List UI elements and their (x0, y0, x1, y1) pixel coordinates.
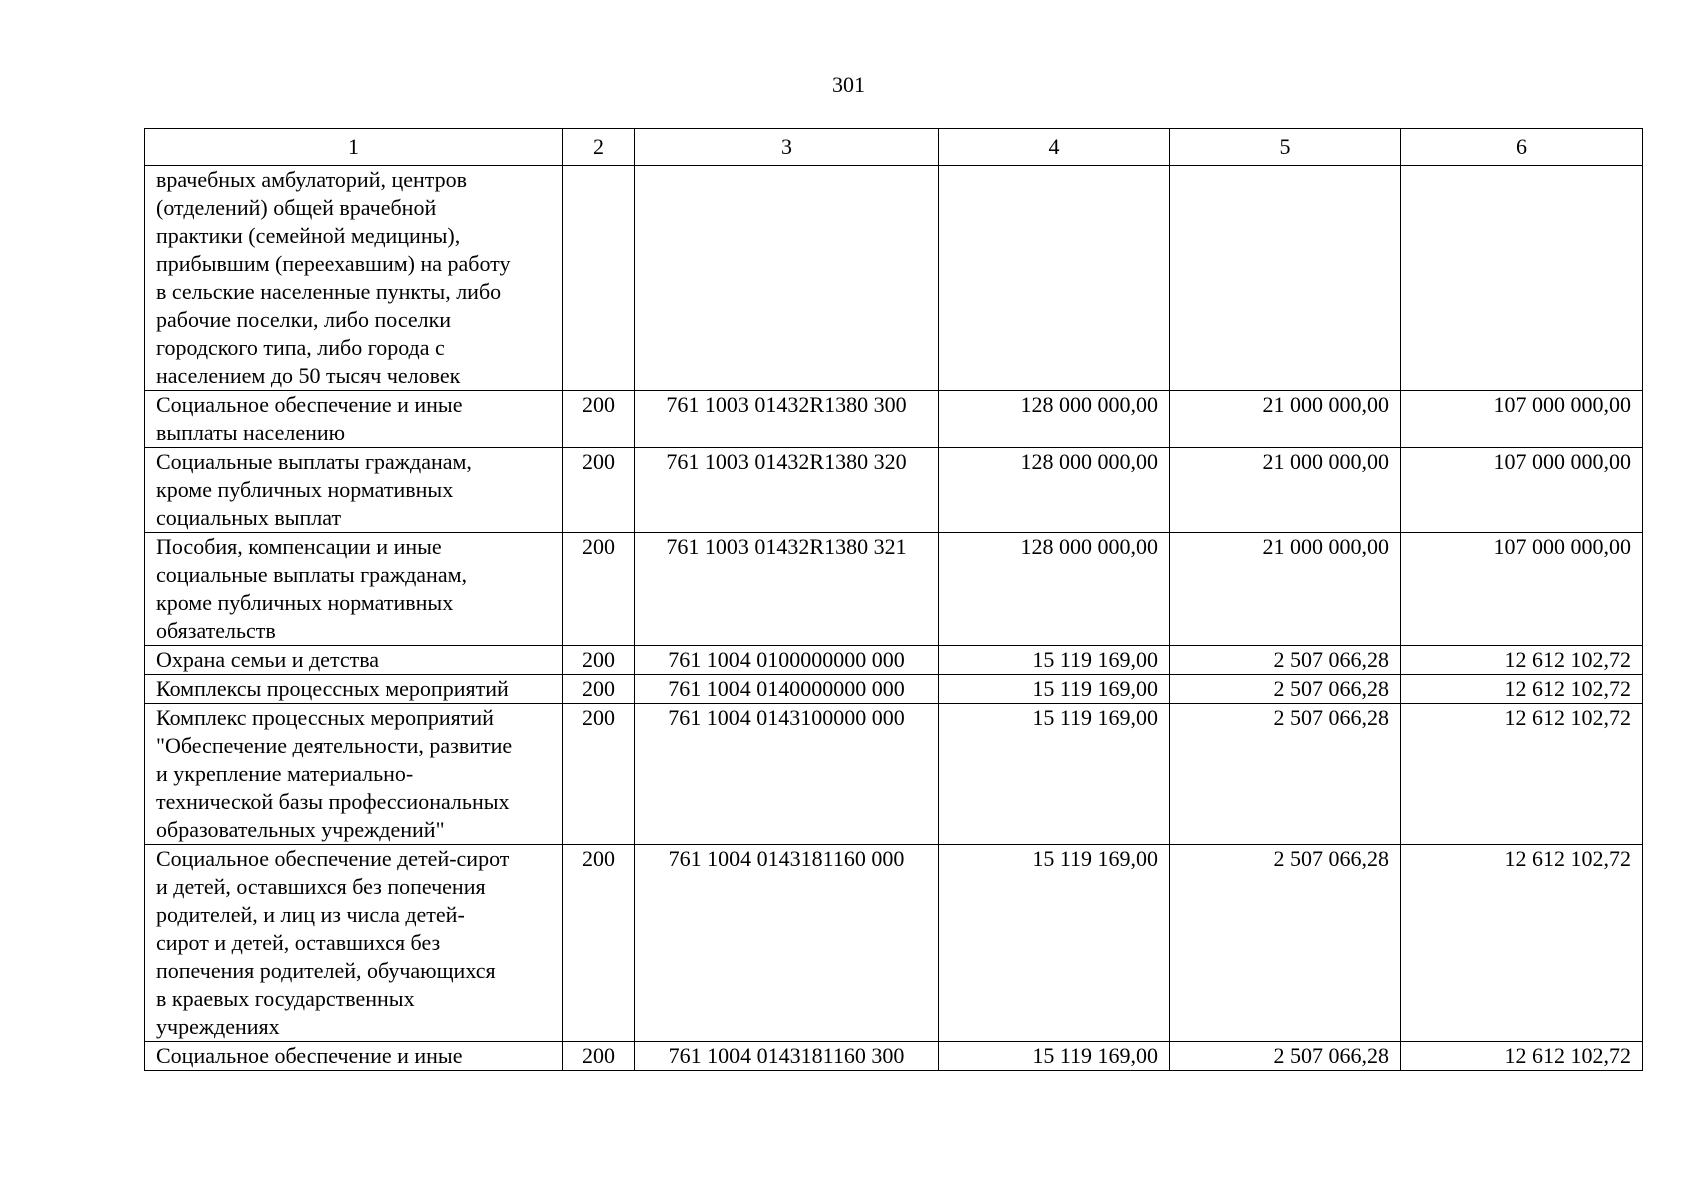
table-body (145, 166, 1643, 1071)
table-row (145, 448, 1643, 533)
row-amount-col4: 15 119 169,00 (939, 675, 1170, 704)
row-name-line: учреждениях (156, 1014, 280, 1039)
column-header: 2 (563, 129, 635, 166)
row-name-line: населением до 50 тысяч человек (156, 363, 461, 388)
row-code-cell: 761 1004 0143181160 000 (635, 845, 939, 1042)
page-number: 301 (832, 72, 865, 97)
header-row (145, 129, 1643, 166)
table-row (145, 1042, 1643, 1071)
row-name-line: Социальное обеспечение детей-сирот (156, 846, 510, 871)
row-amount-col4: 15 119 169,00 (939, 646, 1170, 675)
row-name-line: технической базы профессиональных (156, 789, 510, 814)
row-group-cell: 200 (563, 391, 635, 448)
row-name-line: и укрепление материально- (156, 761, 414, 786)
column-header: 3 (635, 129, 939, 166)
row-amount-col6: 12 612 102,72 (1401, 675, 1643, 704)
row-name-line: "Обеспечение деятельности, развитие (156, 733, 513, 758)
row-code-cell: 761 1003 01432R1380 300 (635, 391, 939, 448)
row-name-line: Социальное обеспечение и иные (156, 1043, 463, 1068)
row-name-line: Пособия, компенсации и иные (156, 534, 442, 559)
row-amount-col5: 2 507 066,28 (1170, 704, 1401, 845)
row-code-cell: 761 1004 0100000000 000 (635, 646, 939, 675)
table-row (145, 391, 1643, 448)
row-name-line: обязательств (156, 618, 276, 643)
row-name-cell (145, 166, 563, 391)
row-name-line: в сельские населенные пункты, либо (156, 279, 502, 304)
row-amount-col6 (1401, 166, 1643, 391)
row-group-cell (563, 166, 635, 391)
table-row (145, 533, 1643, 646)
row-amount-col5: 2 507 066,28 (1170, 845, 1401, 1042)
row-name-line: социальные выплаты гражданам, (156, 562, 468, 587)
row-amount-col5: 21 000 000,00 (1170, 391, 1401, 448)
row-amount-col6: 107 000 000,00 (1401, 533, 1643, 646)
row-code-cell: 761 1003 01432R1380 321 (635, 533, 939, 646)
column-header: 4 (939, 129, 1170, 166)
row-name-line: Охрана семьи и детства (156, 647, 380, 672)
row-amount-col4 (939, 166, 1170, 391)
row-amount-col4: 15 119 169,00 (939, 704, 1170, 845)
row-amount-col6: 12 612 102,72 (1401, 845, 1643, 1042)
row-name-line: кроме публичных нормативных (156, 477, 454, 502)
row-name-line: социальных выплат (156, 505, 342, 530)
row-code-cell (635, 166, 939, 391)
row-amount-col5: 2 507 066,28 (1170, 675, 1401, 704)
row-name-line: в краевых государственных (156, 986, 415, 1011)
row-name-line: Социальные выплаты гражданам, (156, 449, 472, 474)
row-name-line: сирот и детей, оставшихся без (156, 930, 441, 955)
row-name-cell (145, 533, 563, 646)
table-row (145, 845, 1643, 1042)
row-amount-col6: 12 612 102,72 (1401, 704, 1643, 845)
row-amount-col6: 12 612 102,72 (1401, 646, 1643, 675)
row-name-line: прибывшим (переехавшим) на работу (156, 251, 511, 276)
row-name-cell (145, 391, 563, 448)
column-header: 1 (145, 129, 563, 166)
row-amount-col4: 15 119 169,00 (939, 1042, 1170, 1071)
row-name-cell (145, 1042, 563, 1071)
row-code-cell: 761 1004 0140000000 000 (635, 675, 939, 704)
row-amount-col4: 128 000 000,00 (939, 391, 1170, 448)
row-name-line: родителей, и лиц из числа детей- (156, 902, 465, 927)
table-row (145, 166, 1643, 391)
row-amount-col4: 15 119 169,00 (939, 845, 1170, 1042)
row-amount-col5 (1170, 166, 1401, 391)
row-name-cell (145, 675, 563, 704)
row-amount-col5: 2 507 066,28 (1170, 1042, 1401, 1071)
row-group-cell: 200 (563, 448, 635, 533)
row-amount-col5: 2 507 066,28 (1170, 646, 1401, 675)
row-name-cell (145, 448, 563, 533)
row-group-cell: 200 (563, 675, 635, 704)
row-name-line: Комплексы процессных мероприятий (156, 676, 509, 701)
budget-table (144, 128, 1643, 1071)
row-name-line: кроме публичных нормативных (156, 590, 454, 615)
table-row (145, 704, 1643, 845)
row-name-cell (145, 646, 563, 675)
row-name-line: Социальное обеспечение и иные (156, 392, 463, 417)
row-name-line: рабочие поселки, либо поселки (156, 307, 452, 332)
row-group-cell: 200 (563, 533, 635, 646)
table-header (145, 129, 1643, 166)
row-name-cell (145, 704, 563, 845)
row-group-cell: 200 (563, 845, 635, 1042)
row-name-line: выплаты населению (156, 420, 346, 445)
table-row (145, 646, 1643, 675)
row-name-line: практики (семейной медицины), (156, 223, 461, 248)
row-code-cell: 761 1004 0143181160 300 (635, 1042, 939, 1071)
row-code-cell: 761 1003 01432R1380 320 (635, 448, 939, 533)
row-group-cell: 200 (563, 704, 635, 845)
column-header: 6 (1401, 129, 1643, 166)
row-amount-col6: 12 612 102,72 (1401, 1042, 1643, 1071)
row-amount-col5: 21 000 000,00 (1170, 533, 1401, 646)
row-amount-col6: 107 000 000,00 (1401, 448, 1643, 533)
column-header: 5 (1170, 129, 1401, 166)
row-name-line: Комплекс процессных мероприятий (156, 705, 494, 730)
row-group-cell: 200 (563, 1042, 635, 1071)
row-amount-col4: 128 000 000,00 (939, 533, 1170, 646)
row-code-cell: 761 1004 0143100000 000 (635, 704, 939, 845)
row-amount-col6: 107 000 000,00 (1401, 391, 1643, 448)
row-name-line: городского типа, либо города с (156, 335, 445, 360)
row-name-line: попечения родителей, обучающихся (156, 958, 496, 983)
row-name-line: и детей, оставшихся без попечения (156, 874, 486, 899)
row-group-cell: 200 (563, 646, 635, 675)
row-name-cell (145, 845, 563, 1042)
row-amount-col5: 21 000 000,00 (1170, 448, 1401, 533)
table-row (145, 675, 1643, 704)
row-amount-col4: 128 000 000,00 (939, 448, 1170, 533)
row-name-line: врачебных амбулаторий, центров (156, 167, 468, 192)
row-name-line: (отделений) общей врачебной (156, 195, 437, 220)
row-name-line: образовательных учреждений" (156, 817, 445, 842)
